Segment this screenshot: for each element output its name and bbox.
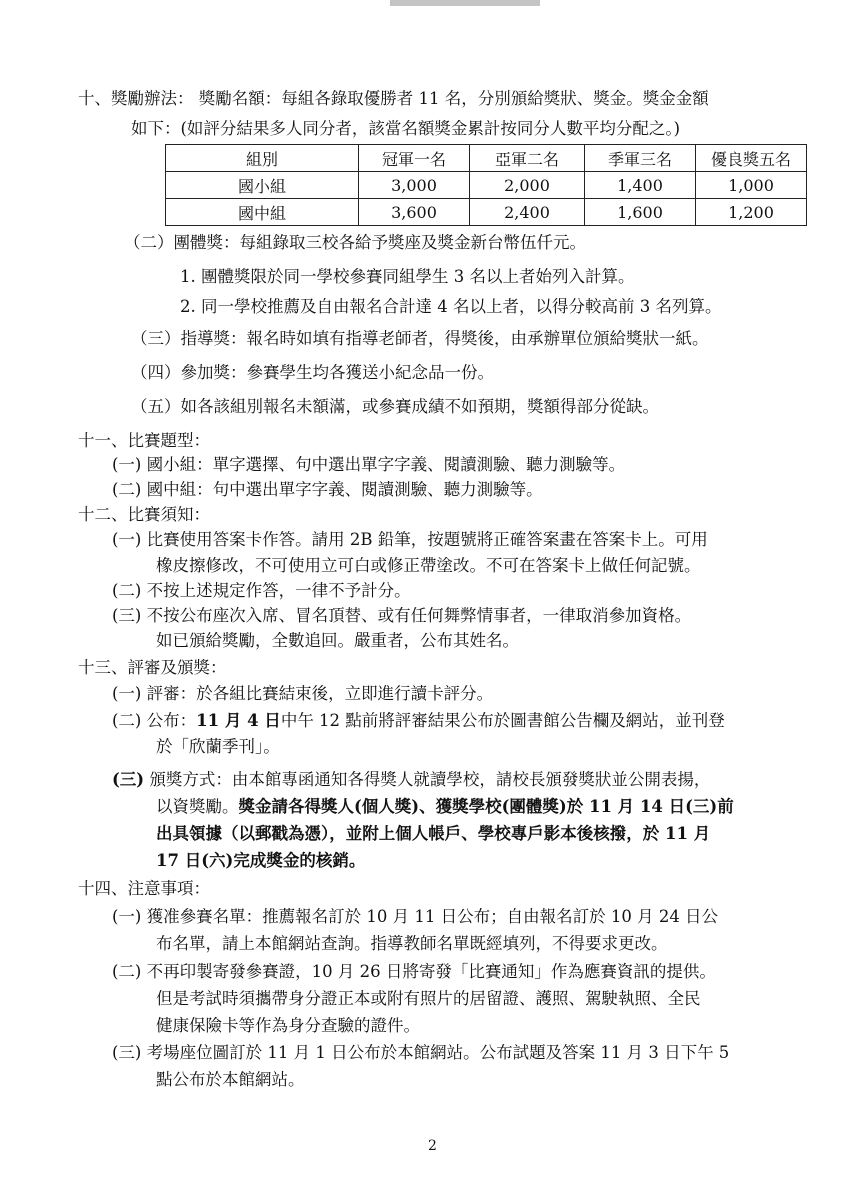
section12-item3-line2: 如已頒給獎勵，全數追回。嚴重者，公布其姓名。 bbox=[156, 631, 519, 650]
table-cell: 1,200 bbox=[696, 199, 807, 226]
section13-title: 十三、評審及頒獎： bbox=[78, 658, 227, 677]
table-row bbox=[166, 199, 807, 226]
announce-date: 11 月 4 日 bbox=[196, 711, 281, 730]
table-cell: 國小組 bbox=[166, 172, 359, 199]
table-cell: 3,000 bbox=[359, 172, 470, 199]
section13-item3-l2-plain: 以資獎勵。 bbox=[156, 797, 239, 816]
section10-item5: （五）如各該組別報名未額滿，或參賽成績不如預期，獎額得部分從缺。 bbox=[131, 397, 659, 416]
section13-item3-line4: 17 日(六)完成獎金的核銷。 bbox=[156, 851, 366, 870]
section13-item3-line3: 出具領據（以郵戳為憑），並附上個人帳戶、學校專戶影本後核撥，於 11 月 bbox=[156, 824, 711, 843]
section13-item2-prefix: (二) 公布： bbox=[112, 711, 197, 730]
section11-title: 十一、比賽題型： bbox=[78, 431, 210, 450]
table-header-cell: 亞軍二名 bbox=[470, 145, 585, 172]
page-number: 2 bbox=[428, 1138, 437, 1154]
table-cell: 國中組 bbox=[166, 199, 359, 226]
table-cell: 1,400 bbox=[585, 172, 696, 199]
table-row bbox=[166, 172, 807, 199]
award-table bbox=[165, 144, 807, 226]
section13-item3-l2-bold: 獎金請各得獎人(個人獎)、獲獎學校(團體獎)於 11 月 14 日(三)前 bbox=[238, 797, 734, 816]
section12-item1-line2: 橡皮擦修改，不可使用立可白或修正帶塗改。不可在答案卡上做任何記號。 bbox=[156, 556, 701, 575]
table-cell: 1,000 bbox=[696, 172, 807, 199]
table-header-cell: 季軍三名 bbox=[585, 145, 696, 172]
section14-item2-line1: (二) 不再印製寄發參賽證，10 月 26 日將寄發「比賽通知」作為應賽資訊的提供。 bbox=[112, 962, 716, 981]
section14-item2-line3: 健康保險卡等作為身分查驗的證件。 bbox=[156, 1016, 420, 1035]
section10-item2-sub2: 2. 同一學校推薦及自由報名合計達 4 名以上者，以得分較高前 3 名列算。 bbox=[180, 297, 722, 316]
section13-item1: (一) 評審：於各組比賽結束後，立即進行讀卡評分。 bbox=[112, 684, 494, 703]
section12-title: 十二、比賽須知： bbox=[78, 505, 210, 524]
section10-line2: 如下：(如評分結果多人同分者，該當名額獎金累計按同分人數平均分配之。) bbox=[131, 119, 681, 138]
table-cell: 2,400 bbox=[470, 199, 585, 226]
table-cell: 1,600 bbox=[585, 199, 696, 226]
section12-item1-line1: (一) 比賽使用答案卡作答。請用 2B 鉛筆，按題號將正確答案畫在答案卡上。可用 bbox=[112, 530, 708, 549]
table-header-cell: 優良獎五名 bbox=[696, 145, 807, 172]
table-cell: 3,600 bbox=[359, 199, 470, 226]
section14-item1-line2: 布名單，請上本館網站查詢。指導教師名單既經填列，不得要求更改。 bbox=[156, 934, 668, 953]
section10-item2-sub1: 1. 團體獎限於同一學校參賽同組學生 3 名以上者始列入計算。 bbox=[180, 267, 635, 286]
section10-line1: 十、獎勵辦法： 獎勵名額：每組各錄取優勝者 11 名，分別頒給獎狀、獎金。獎金金額 bbox=[78, 89, 709, 108]
section13-item3-line2 bbox=[156, 796, 734, 818]
table-header-cell: 組別 bbox=[166, 145, 359, 172]
scan-mark bbox=[390, 0, 540, 6]
section13-item3-number: (三) bbox=[112, 770, 145, 789]
section14-title: 十四、注意事項： bbox=[78, 879, 210, 898]
section14-item2-line2: 但是考試時須攜帶身分證正本或附有照片的居留證、護照、駕駛執照、全民 bbox=[156, 989, 701, 1008]
section12-item3-line1: (三) 不按公布座次入席、冒名頂替、或有任何舞弊情事者，一律取消參加資格。 bbox=[112, 606, 692, 625]
section13-item2-line2: 於「欣蘭季刊」。 bbox=[156, 737, 280, 756]
section14-item3-line2: 點公布於本館網站。 bbox=[156, 1070, 305, 1089]
section13-item3-text: 頒獎方式：由本館專函通知各得獎人就讀學校，請校長頒發獎狀並公開表揚， bbox=[144, 770, 711, 789]
section13-item2-rest: 中午 12 點前將評審結果公布於圖書館公告欄及網站，並刊登 bbox=[280, 711, 725, 730]
section10-item3: （三）指導獎：報名時如填有指導老師者，得獎後，由承辦單位頒給獎狀一紙。 bbox=[131, 329, 709, 348]
table-cell: 2,000 bbox=[470, 172, 585, 199]
section13-item2-line1 bbox=[112, 710, 725, 732]
table-header-cell: 冠軍一名 bbox=[359, 145, 470, 172]
section11-item1: (一) 國小組：單字選擇、句中選出單字字義、閱讀測驗、聽力測驗等。 bbox=[112, 455, 626, 474]
section10-item2: （二）團體獎：每組錄取三校各給予獎座及獎金新台幣伍仟元。 bbox=[124, 233, 586, 252]
section13-item3-line1 bbox=[112, 769, 710, 791]
section14-item3-line1: (三) 考場座位圖訂於 11 月 1 日公布於本館網站。公布試題及答案 11 月 3 日下午 5 bbox=[112, 1043, 730, 1062]
section12-item2: (二) 不按上述規定作答，一律不予計分。 bbox=[112, 581, 411, 600]
section10-item4: （四）參加獎：參賽學生均各獲送小紀念品一份。 bbox=[131, 363, 494, 382]
section11-item2: (二) 國中組：句中選出單字字義、閱讀測驗、聽力測驗等。 bbox=[112, 480, 543, 499]
table-header-row bbox=[166, 145, 807, 172]
section14-item1-line1: (一) 獲准參賽名單：推薦報名訂於 10 月 11 日公布；自由報名訂於 10 月 24 日公 bbox=[112, 907, 719, 926]
